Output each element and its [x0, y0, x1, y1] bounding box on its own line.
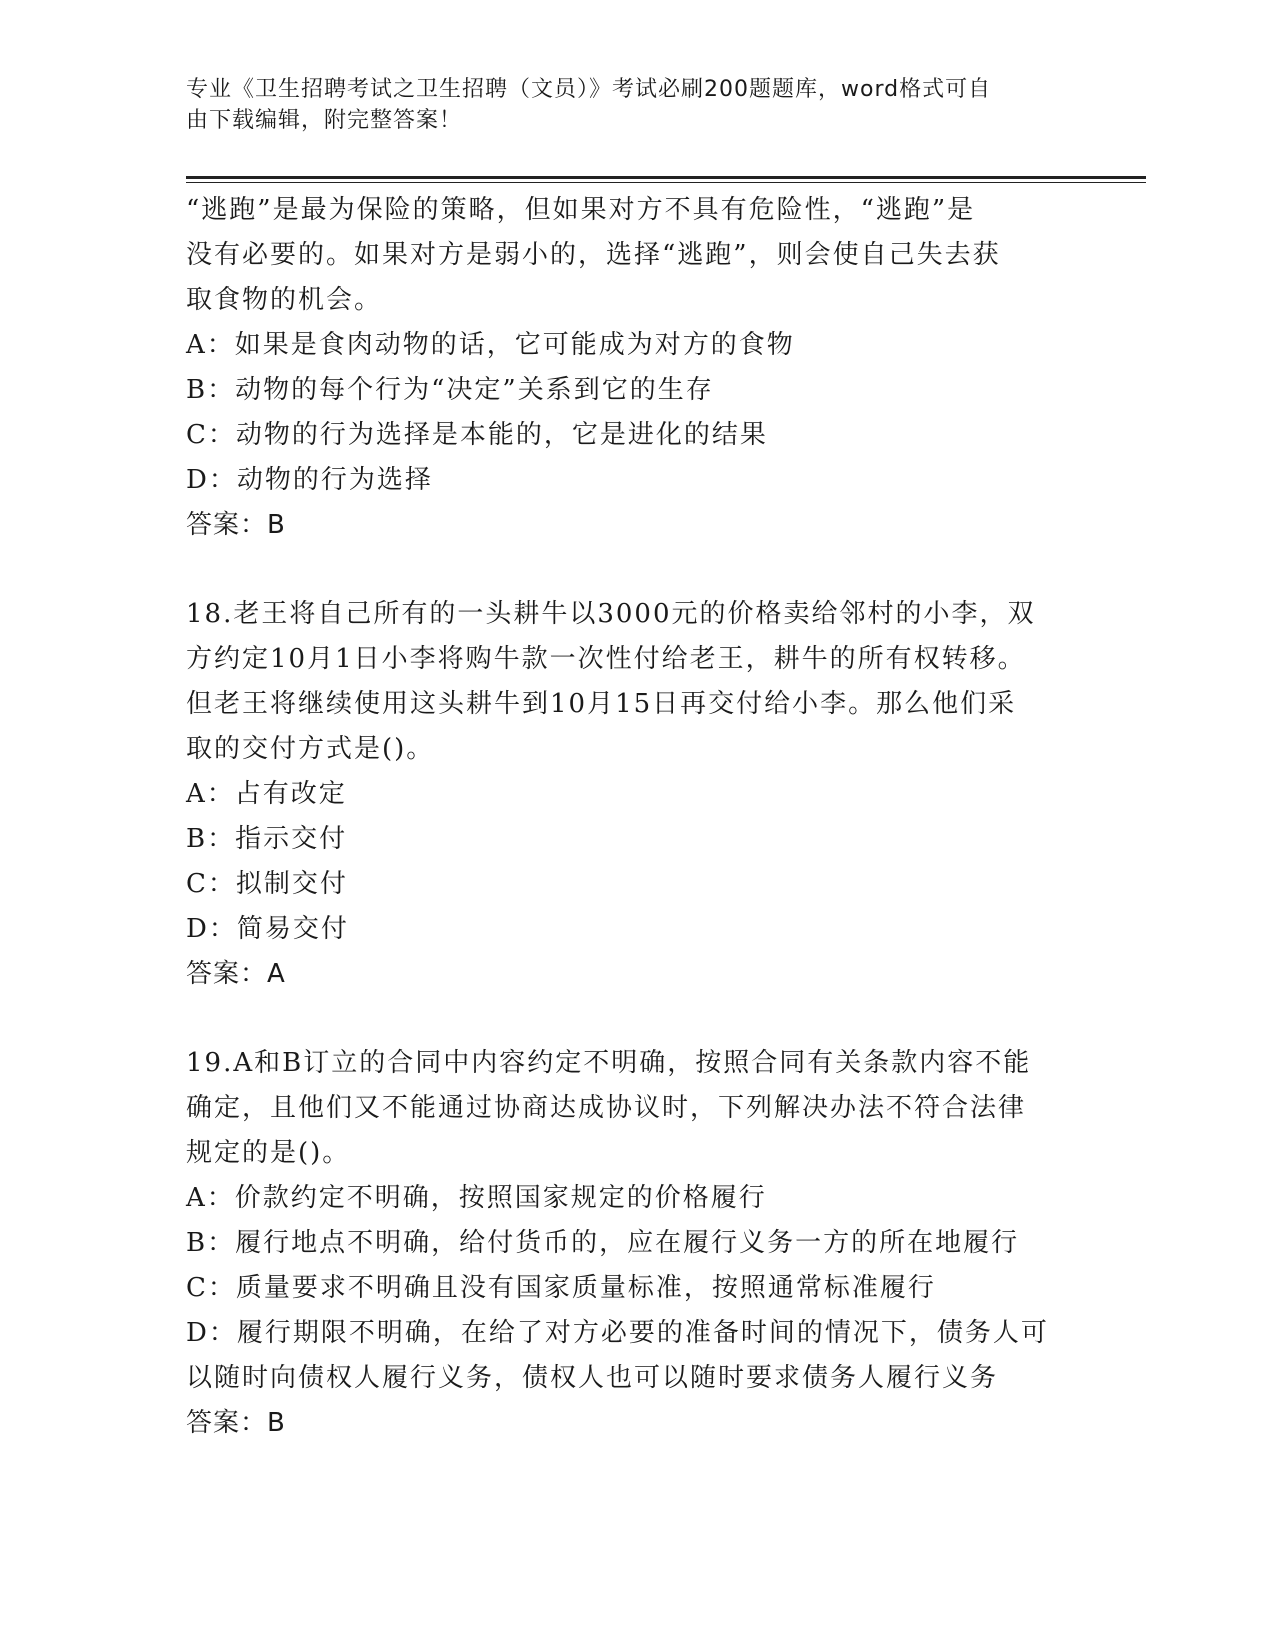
option-d-continued: 以随时向债权人履行义务，债权人也可以随时要求债务人履行义务 [186, 1363, 999, 1393]
document-body [186, 188, 1066, 1446]
option-d: D：履行期限不明确，在给了对方必要的准备时间的情况下，债务人可 [186, 1318, 1049, 1348]
question-stem-line: 取的交付方式是()。 [186, 734, 435, 764]
header-divider-thick [186, 176, 1146, 179]
option-b: B：履行地点不明确，给付货币的，应在履行义务一方的所在地履行 [186, 1228, 1020, 1258]
option-d: D：简易交付 [186, 914, 349, 944]
question-stem-line: 没有必要的。如果对方是弱小的，选择“逃跑”，则会使自己失去获 [186, 240, 1001, 270]
question-stem-line: 规定的是()。 [186, 1138, 351, 1168]
question-stem-line: 但老王将继续使用这头耕牛到10月15日再交付给小李。那么他们采 [186, 689, 1017, 719]
question-stem-line: 19.A和B订立的合同中内容约定不明确，按照合同有关条款内容不能 [186, 1048, 1032, 1078]
question-19 [186, 1041, 1066, 1446]
header-line-2: 由下载编辑，附完整答案！ [186, 108, 463, 133]
question-17 [186, 188, 1066, 548]
option-b: B：动物的每个行为“决定”关系到它的生存 [186, 375, 714, 405]
question-stem-line: 取食物的机会。 [186, 285, 383, 315]
answer-label: 答案：B [186, 510, 286, 540]
option-d: D：动物的行为选择 [186, 465, 433, 495]
answer-label: 答案：A [186, 959, 286, 989]
header-line-1: 专业《卫生招聘考试之卫生招聘（文员）》考试必刷200题题库，word格式可自 [186, 77, 992, 102]
option-a: A：占有改定 [186, 779, 347, 809]
header-divider-thin [186, 182, 1146, 183]
option-a: A：如果是食肉动物的话，它可能成为对方的食物 [186, 330, 795, 360]
document-header [186, 74, 1066, 136]
spacer [186, 548, 1066, 592]
option-a: A：价款约定不明确，按照国家规定的价格履行 [186, 1183, 767, 1213]
option-b: B：指示交付 [186, 824, 348, 854]
answer-label: 答案：B [186, 1408, 286, 1438]
question-18 [186, 592, 1066, 997]
option-c: C：动物的行为选择是本能的，它是进化的结果 [186, 420, 768, 450]
option-c: C：拟制交付 [186, 869, 348, 899]
question-stem-line: 方约定10月1日小李将购牛款一次性付给老王，耕牛的所有权转移。 [186, 644, 1026, 674]
spacer [186, 997, 1066, 1041]
question-stem-line: “逃跑”是最为保险的策略，但如果对方不具有危险性，“逃跑”是 [186, 195, 976, 225]
option-c: C：质量要求不明确且没有国家质量标准，按照通常标准履行 [186, 1273, 936, 1303]
question-stem-line: 确定，且他们又不能通过协商达成协议时，下列解决办法不符合法律 [186, 1093, 1027, 1123]
question-stem-line: 18.老王将自己所有的一头耕牛以3000元的价格卖给邻村的小李，双 [186, 599, 1036, 629]
